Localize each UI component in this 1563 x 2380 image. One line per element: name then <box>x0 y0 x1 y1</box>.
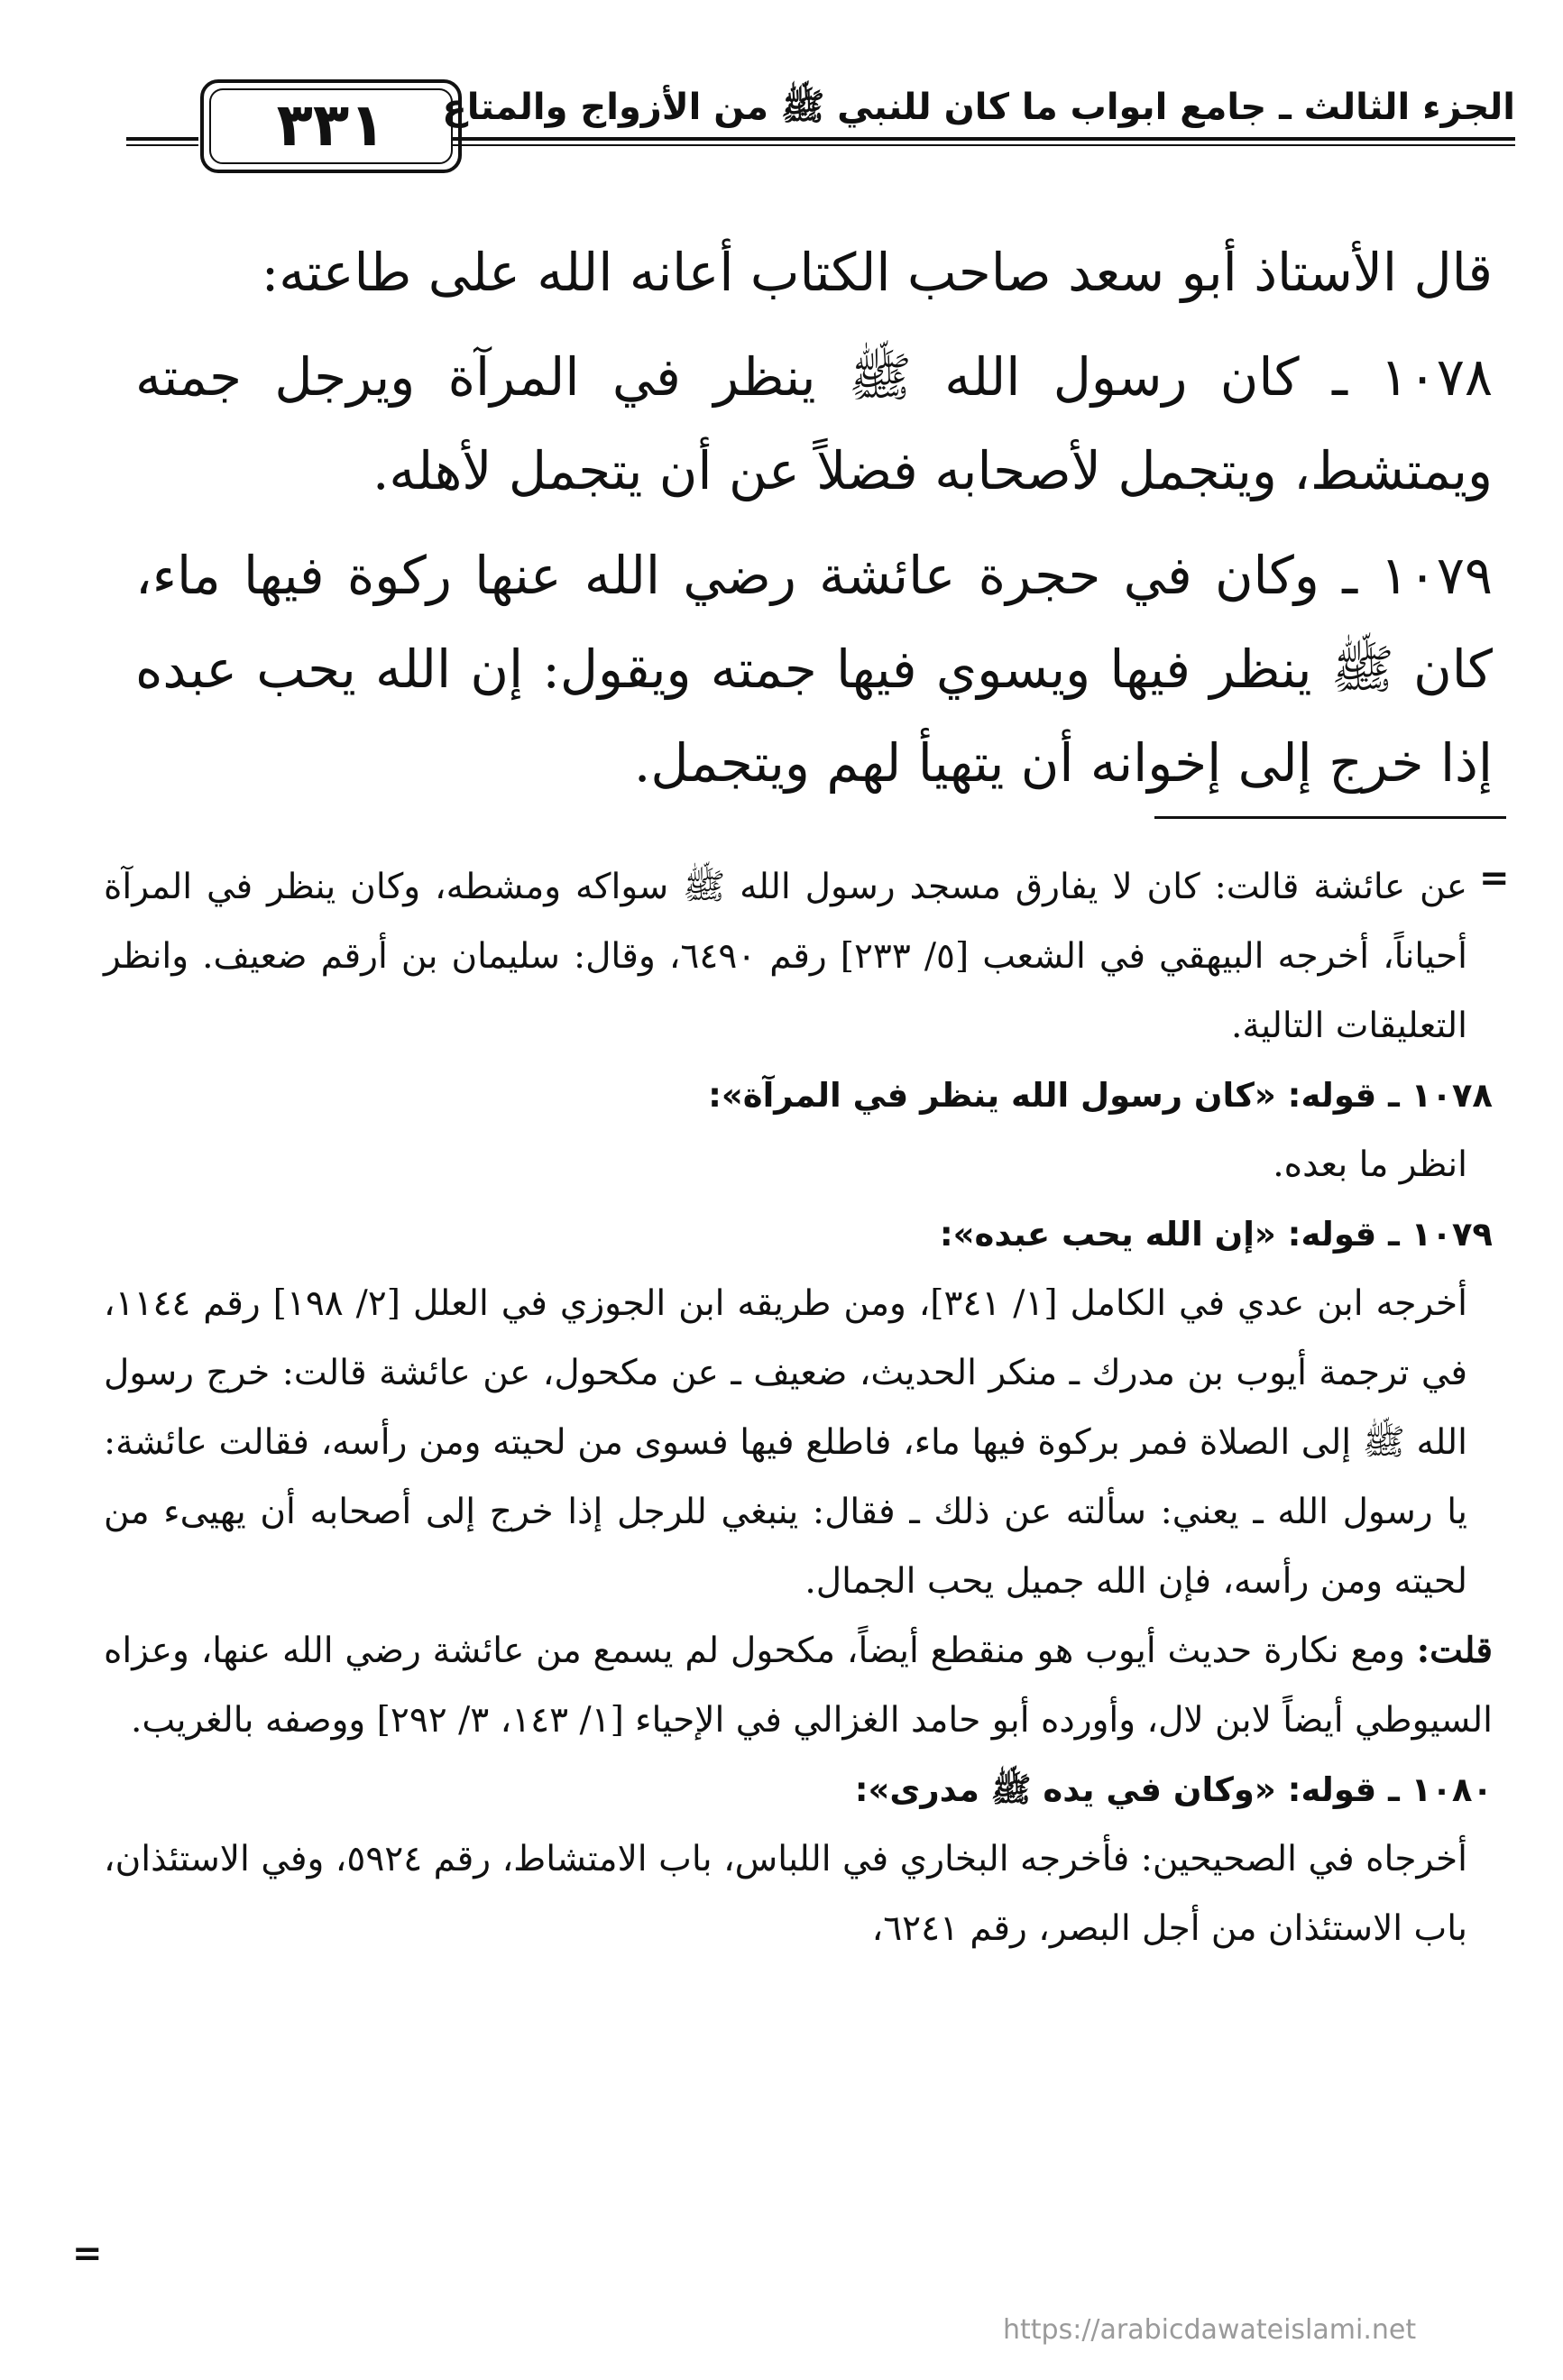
footnote-remark-1079 <box>104 1616 1493 1755</box>
footnote-continued: عن عائشة قالت: كان لا يفارق مسجد رسول الله ﷺ سواكه ومشطه، وكان ينظر في المرآة أحياناً، أخرجه البيهقي في الشعب [٥/ ٢٣٣] رقم ٦٤٩٠، وقال: سليمان بن أرقم ضعيف. وانظر التعليقات التالية. <box>104 867 1467 1046</box>
footnote-heading-1080: ١٠٨٠ ـ قوله: «وكان في يده ﷺ مدرى»: <box>854 1770 1493 1809</box>
footnote-heading-1079: ١٠٧٩ ـ قوله: «إن الله يحب عبده»: <box>939 1215 1493 1254</box>
continuation-mark: = <box>72 2232 103 2274</box>
entry-text: ـ وكان في حجرة عائشة رضي الله عنها ركوة فيها ماء، كان ﷺ ينظر فيها ويسوي فيها جمته ويقول: إن الله يحب عبده إذا خرج إلى إخوانه أن يتهيأ لهم ويتجمل. <box>135 545 1493 794</box>
page-number: ٣٣١ <box>276 90 386 160</box>
entry-1078 <box>135 330 1493 518</box>
header-rule <box>451 137 1515 141</box>
header-title: الجزء الثالث ـ جامع ابواب ما كان للنبي ﷺ من الأزواج والمتاع <box>442 87 1515 128</box>
remark-label: قلت: <box>1416 1630 1493 1671</box>
running-header <box>126 79 1515 161</box>
watermark: https://arabicdawateislami.net <box>1003 2314 1417 2346</box>
footnote-body-1079: أخرجه ابن عدي في الكامل [١/ ٣٤١]، ومن طريقه ابن الجوزي في العلل [٢/ ١٩٨] رقم ١١٤٤، في ترجمة أيوب بن مدرك ـ منكر الحديث، ضعيف ـ عن مكحول، عن عائشة قالت: خرج رسول الله ﷺ إلى الصلاة فمر بركوة فيها ماء، فاطلع فيها فسوى من لحيته ومن رأسه، فقالت عائشة: يا رسول الله ـ يعني: سألته عن ذلك ـ فقال: ينبغي للرجل إذا خرج إلى أصحابه أن يهيىء من لحيته ومن رأسه، فإن الله جميل يحب الجمال. <box>104 1283 1467 1602</box>
intro-line: قال الأستاذ أبو سعد صاحب الكتاب أعانه الله على طاعته: <box>261 242 1493 303</box>
header-rule <box>126 137 198 141</box>
footnote-heading-1078: ١٠٧٨ ـ قوله: «كان رسول الله ينظر في المرآة»: <box>708 1076 1493 1115</box>
footnotes <box>104 852 1493 1963</box>
entry-1079 <box>135 528 1493 810</box>
entry-number: ١٠٧٩ <box>1380 545 1494 606</box>
footnote-separator <box>1154 816 1506 819</box>
entry-text: ـ كان رسول الله ﷺ ينظر في المرآة ويرجل جمته ويمتشط، ويتجمل لأصحابه فضلاً عن أن يتجمل لأهله. <box>135 346 1493 501</box>
header-rule <box>126 144 198 146</box>
continuation-mark: = <box>1479 857 1510 899</box>
entry-number: ١٠٧٨ <box>1380 346 1494 408</box>
remark-text: ومع نكارة حديث أيوب هو منقطع أيضاً، مكحول لم يسمع من عائشة رضي الله عنها، وعزاه السيوطي أيضاً لابن لال، وأورده أبو حامد الغزالي في الإحياء [١/ ١٤٣، ٣/ ٢٩٢] ووصفه بالغريب. <box>104 1631 1493 1741</box>
header-rule <box>451 144 1515 146</box>
page-number-frame <box>200 79 462 173</box>
main-text <box>135 225 1493 821</box>
footnote-body-1078: انظر ما بعده. <box>1273 1144 1467 1185</box>
footnote-body-1080: أخرجاه في الصحيحين: فأخرجه البخاري في اللباس، باب الامتشاط، رقم ٥٩٢٤، وفي الاستئذان، باب الاستئذان من أجل البصر، رقم ٦٢٤١، <box>104 1839 1467 1949</box>
